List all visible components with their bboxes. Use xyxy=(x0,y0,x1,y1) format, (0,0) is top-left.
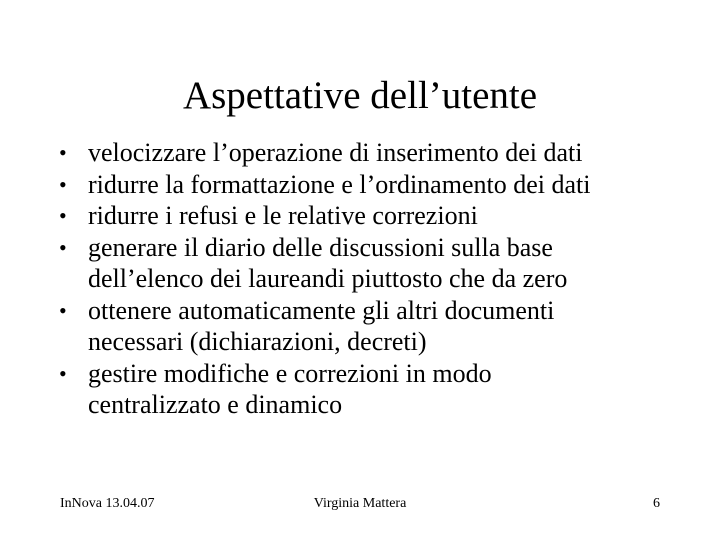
bullet-text-continuation: centralizzato e dinamico xyxy=(88,390,343,419)
bullet-icon: • xyxy=(59,140,67,165)
bullet-item xyxy=(56,169,696,201)
bullet-item xyxy=(56,358,696,421)
bullet-text: velocizzare l’operazione di inserimento dei dati xyxy=(88,138,583,167)
footer-author: Virginia Mattera xyxy=(313,496,407,511)
bullet-text: generare il diario delle discussioni sulla base xyxy=(88,232,553,262)
footer-event-date: InNova 13.04.07 xyxy=(60,496,155,511)
bullet-item xyxy=(56,200,696,232)
bullet-item xyxy=(56,137,696,169)
footer-page-number: 6 xyxy=(653,496,660,511)
bullet-text-continuation: necessari (dichiarazioni, decreti) xyxy=(88,327,427,356)
slide-title: Aspettative dell’utente xyxy=(182,74,538,117)
bullet-text-continuation: dell’elenco dei laureandi piuttosto che da zero xyxy=(88,264,568,293)
bullet-item xyxy=(56,295,696,358)
bullet-text: ridurre la formattazione e l’ordinamento dei dati xyxy=(88,169,591,199)
bullet-item xyxy=(56,232,696,295)
bullet-icon: • xyxy=(59,297,67,323)
bullet-text: ottenere automaticamente gli altri documenti xyxy=(88,295,555,325)
bullet-list xyxy=(56,137,696,421)
bullet-icon: • xyxy=(59,203,67,228)
bullet-text: gestire modifiche e correzioni in modo xyxy=(88,358,492,388)
bullet-text: ridurre i refusi e le relative correzioni xyxy=(88,201,478,230)
bullet-icon: • xyxy=(59,234,67,260)
bullet-icon: • xyxy=(59,171,67,197)
bullet-icon: • xyxy=(59,360,67,386)
